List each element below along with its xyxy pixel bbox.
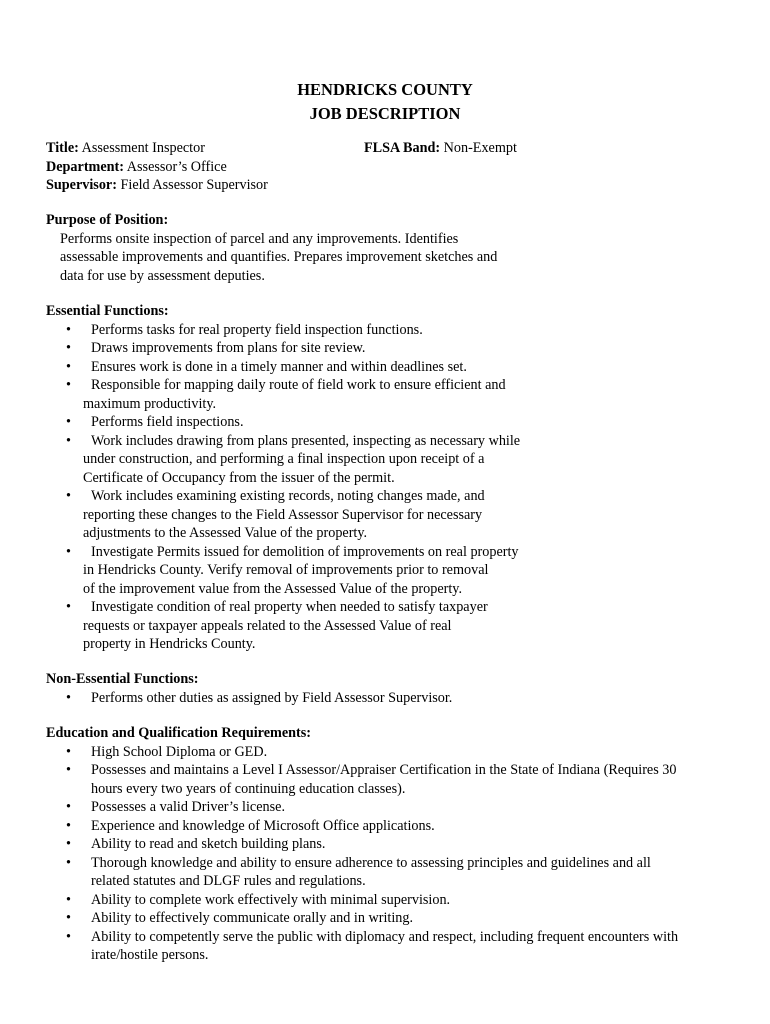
list-item xyxy=(46,743,736,762)
list-item xyxy=(46,928,736,965)
list-item xyxy=(46,358,736,377)
bullet-icon: • xyxy=(66,928,71,945)
bullet-icon: • xyxy=(66,358,71,375)
list-item-line: under construction, and performing a final inspection upon receipt of a xyxy=(83,451,485,467)
list-item-line: of the improvement value from the Assessed Value of the property. xyxy=(83,580,463,597)
list-item-line: requests or taxpayer appeals related to the Assessed Value of real xyxy=(83,617,452,634)
list-item xyxy=(46,909,736,928)
list-item xyxy=(46,339,736,358)
education-requirements-list xyxy=(46,743,736,965)
list-item xyxy=(46,854,736,891)
list-item xyxy=(46,543,736,599)
list-item-line: related statutes and DLGF rules and regulations. xyxy=(91,873,366,889)
list-item-line: property in Hendricks County. xyxy=(83,636,256,652)
list-item-line: Work includes drawing from plans presented, inspecting as necessary while xyxy=(91,432,521,449)
job-info-block xyxy=(46,139,736,195)
list-item-line: Investigate Permits issued for demolition of improvements on real property xyxy=(91,543,519,560)
non-essential-functions-section xyxy=(46,670,736,707)
document-type: JOB DESCRIPTION xyxy=(309,104,461,123)
list-item-line: Thorough knowledge and ability to ensure adherence to assessing principles and guidelines and all xyxy=(91,854,651,871)
title-row xyxy=(46,139,736,158)
list-item-line: Responsible for mapping daily route of field work to ensure efficient and xyxy=(91,377,506,393)
bullet-icon: • xyxy=(66,340,71,356)
bullet-icon: • xyxy=(66,543,71,560)
purpose-line: data for use by assessment deputies. xyxy=(60,267,265,284)
essential-functions-list xyxy=(46,321,736,654)
education-section xyxy=(46,724,736,965)
bullet-icon: • xyxy=(66,488,71,504)
list-item-line: irate/hostile persons. xyxy=(91,947,209,963)
county-name: HENDRICKS COUNTY xyxy=(297,80,473,99)
list-item xyxy=(46,487,736,543)
supervisor-label: Supervisor: xyxy=(46,177,117,193)
bullet-icon: • xyxy=(66,743,71,760)
essential-functions-section xyxy=(46,302,736,654)
flsa-value: Non-Exempt xyxy=(443,140,517,156)
title-label: Title: xyxy=(46,140,79,156)
list-item xyxy=(46,321,736,340)
list-item-line: Performs field inspections. xyxy=(91,414,244,430)
bullet-icon: • xyxy=(66,817,71,834)
list-item-line: maximum productivity. xyxy=(83,395,217,412)
bullet-icon: • xyxy=(66,599,71,615)
flsa-band xyxy=(364,139,517,158)
bullet-icon: • xyxy=(66,762,71,778)
bullet-icon: • xyxy=(66,910,71,926)
purpose-line: assessable improvements and quantifies. Prepares improvement sketches and xyxy=(60,249,498,265)
bullet-icon: • xyxy=(66,891,71,908)
list-item-line: reporting these changes to the Field Assessor Supervisor for necessary xyxy=(83,506,483,523)
bullet-icon: • xyxy=(66,377,71,393)
bullet-icon: • xyxy=(66,799,71,815)
list-item xyxy=(46,891,736,910)
list-item xyxy=(46,761,736,798)
list-item-line: Possesses a valid Driver’s license. xyxy=(91,799,285,815)
supervisor-row xyxy=(46,176,736,195)
non-essential-functions-list xyxy=(46,689,736,708)
list-item xyxy=(46,689,736,708)
department-row xyxy=(46,158,736,177)
list-item-line: hours every two years of continuing education classes). xyxy=(91,780,406,797)
list-item-line: Possesses and maintains a Level I Assessor/Appraiser Certification in the State of Indiana (Requires 30 xyxy=(91,762,677,778)
education-heading: Education and Qualification Requirements: xyxy=(46,725,311,741)
list-item xyxy=(46,798,736,817)
list-item xyxy=(46,376,736,413)
bullet-icon: • xyxy=(66,689,71,706)
bullet-icon: • xyxy=(66,414,71,430)
department-value: Assessor’s Office xyxy=(126,158,227,175)
list-item-line: Ability to competently serve the public with diplomacy and respect, including frequent encounters with xyxy=(91,928,679,945)
bullet-icon: • xyxy=(66,854,71,871)
purpose-section xyxy=(46,211,736,285)
supervisor-value: Field Assessor Supervisor xyxy=(120,177,268,193)
flsa-label: FLSA Band: xyxy=(364,140,441,156)
list-item-line: Certificate of Occupancy from the issuer of the permit. xyxy=(83,469,395,486)
list-item-line: Ability to read and sketch building plans. xyxy=(91,836,326,852)
list-item xyxy=(46,817,736,836)
list-item-line: Ensures work is done in a timely manner and within deadlines set. xyxy=(91,358,467,375)
purpose-heading: Purpose of Position: xyxy=(46,212,169,228)
list-item-line: adjustments to the Assessed Value of the property. xyxy=(83,525,368,541)
list-item-line: Work includes examining existing records, noting changes made, and xyxy=(91,488,485,504)
list-item-line: Investigate condition of real property when needed to satisfy taxpayer xyxy=(91,599,488,615)
department-label: Department: xyxy=(46,158,125,175)
list-item-line: Ability to effectively communicate orally and in writing. xyxy=(91,910,414,926)
list-item xyxy=(46,413,736,432)
list-item-line: Draws improvements from plans for site review. xyxy=(91,340,366,356)
list-item xyxy=(46,835,736,854)
title-value: Assessment Inspector xyxy=(81,140,205,156)
list-item-line: Performs tasks for real property field inspection functions. xyxy=(91,321,423,338)
document-header xyxy=(0,78,770,126)
list-item-line: High School Diploma or GED. xyxy=(91,743,268,760)
essential-functions-heading: Essential Functions: xyxy=(46,303,169,319)
purpose-line: Performs onsite inspection of parcel and any improvements. Identifies xyxy=(60,230,459,247)
list-item-line: Performs other duties as assigned by Field Assessor Supervisor. xyxy=(91,689,453,706)
list-item-line: Experience and knowledge of Microsoft Office applications. xyxy=(91,817,435,834)
bullet-icon: • xyxy=(66,321,71,338)
non-essential-functions-heading: Non-Essential Functions: xyxy=(46,671,199,687)
bullet-icon: • xyxy=(66,432,71,449)
list-item xyxy=(46,598,736,654)
list-item-line: in Hendricks County. Verify removal of improvements prior to removal xyxy=(83,562,489,578)
list-item xyxy=(46,432,736,488)
purpose-text xyxy=(46,230,736,286)
list-item-line: Ability to complete work effectively with minimal supervision. xyxy=(91,891,451,908)
bullet-icon: • xyxy=(66,836,71,852)
